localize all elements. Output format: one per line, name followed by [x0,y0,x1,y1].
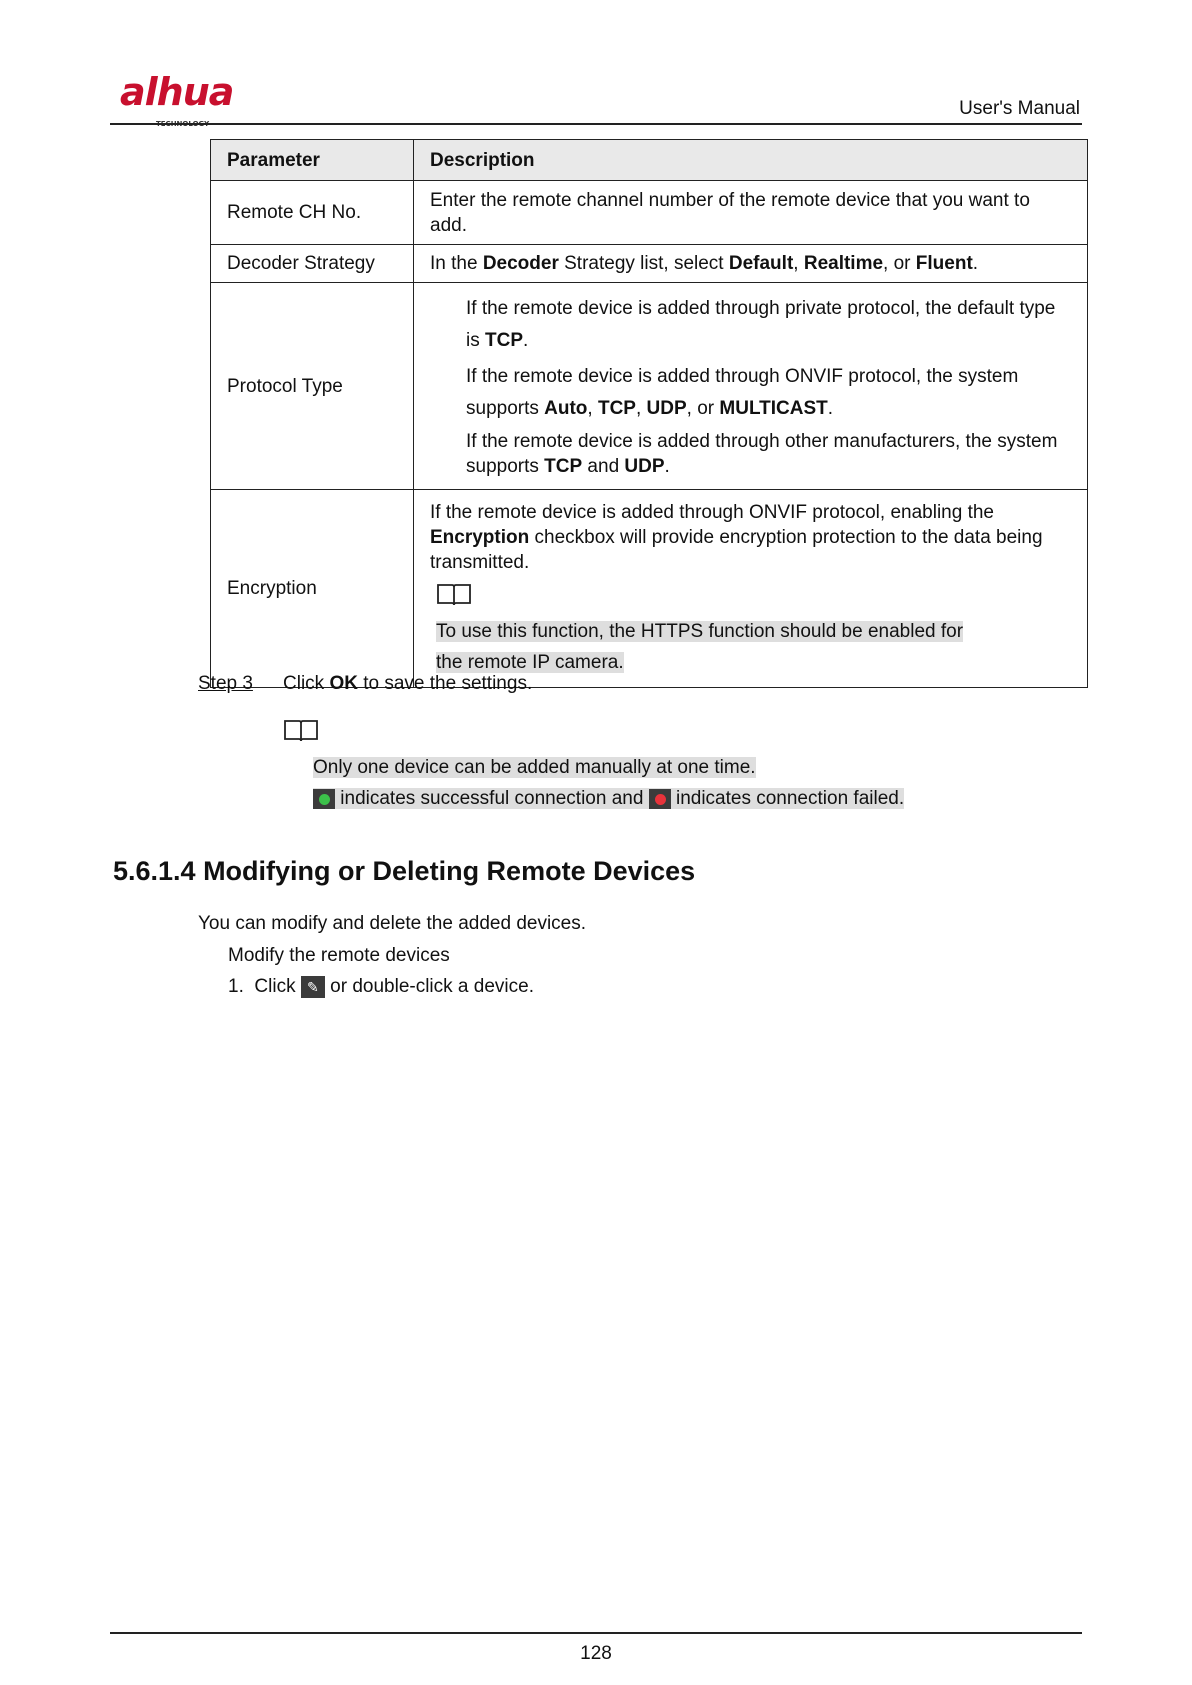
list-item: If the remote device is added through ONVIF protocol, the system supports Auto, TCP, UDP, or MULTICAST. [466,366,1019,419]
param-description [414,490,1088,688]
parameter-table [210,139,1088,688]
edit-pencil-icon: ✎ [301,976,325,998]
dahua-logo: alhua TECHNOLOGY [120,70,234,128]
column-header-description: Description [414,140,1088,181]
note-line: indicates successful connection and indicates connection failed. [313,788,904,810]
param-name: Encryption [211,490,414,688]
param-name: Protocol Type [211,283,414,490]
note-icon [283,717,319,749]
footer-rule [110,1632,1082,1634]
header-rule [110,123,1082,125]
step-label: Step 3 [198,673,253,694]
encryption-description: If the remote device is added through ONVIF protocol, enabling the Encryption checkbox will provide encryption protection to the data being transmitted. [430,501,1043,573]
section-intro: You can modify and delete the added devices. [198,913,587,934]
table-row [211,490,1088,688]
table-row [211,181,1088,245]
param-name: Remote CH No. [211,181,414,245]
document-title: User's Manual [959,98,1080,119]
param-name: Decoder Strategy [211,245,414,283]
subsection-title: Modify the remote devices [228,945,450,966]
list-item: If the remote device is added through other manufacturers, the system supports TCP and UDP. [466,431,1058,477]
column-header-parameter: Parameter [211,140,414,181]
fail-status-icon [649,789,671,809]
list-item: 1. Click ✎ or double-click a device. [228,976,534,998]
table-header-row [211,140,1088,181]
section-heading: 5.6.1.4 Modifying or Deleting Remote Devices [113,856,696,886]
list-item: If the remote device is added through private protocol, the default type is TCP. [466,298,1056,351]
note-line: Only one device can be added manually at one time. [313,757,756,778]
param-description [414,283,1088,490]
table-row [211,283,1088,490]
encryption-note: To use this function, the HTTPS function should be enabled for the remote IP camera. [436,620,964,673]
note-icon [436,581,1071,614]
step-text: Click OK to save the settings. [283,673,533,694]
param-description: Enter the remote channel number of the remote device that you want to add. [414,181,1088,245]
table-row [211,245,1088,283]
param-description: In the Decoder Strategy list, select Default, Realtime, or Fluent. [414,245,1088,283]
success-status-icon [313,789,335,809]
page-number: 128 [580,1643,612,1664]
